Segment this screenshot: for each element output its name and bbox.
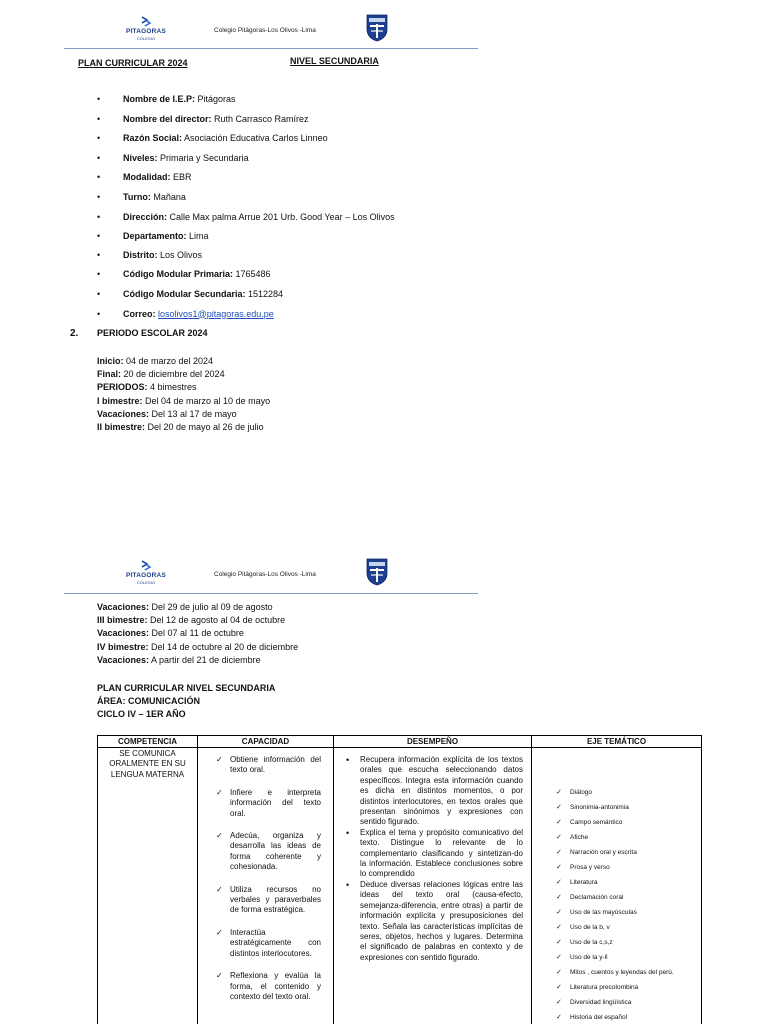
table-header-row xyxy=(98,736,702,748)
info-item-departamento: • Departamento: Lima xyxy=(97,230,395,249)
capacidad-item: ✓ Reflexiona y evalúa la forma, el contenido y contexto del texto oral. xyxy=(216,971,321,1002)
period-line: Vacaciones: Del 29 de julio al 09 de agosto xyxy=(97,602,273,612)
tema-item: ✓ Literatura precolombina xyxy=(556,980,695,995)
info-item-direccion: • Dirección: Calle Max palma Arrue 201 Urb. Good Year – Los Olivos xyxy=(97,211,395,231)
capacidad-item: ✓ Utiliza recursos no verbales y paraverbales de forma estratégica. xyxy=(216,885,321,916)
page-header-2 xyxy=(64,558,478,594)
info-item-niveles: • Niveles: Primaria y Secundaria xyxy=(97,152,395,172)
period-line: II bimestre: Del 20 de mayo al 26 de julio xyxy=(97,422,264,433)
section-periodo-escolar xyxy=(70,328,208,339)
tema-item: ✓ Diálogo xyxy=(556,785,695,800)
tema-item: ✓ Narración oral y escrita xyxy=(556,845,695,860)
tema-item: ✓ Uso de la b, v xyxy=(556,920,695,935)
info-item-codigo-primaria: • Código Modular Primaria: 1765486 xyxy=(97,268,395,288)
tema-item: ✓ Literatura xyxy=(556,875,695,890)
pitagoras-chevron-icon xyxy=(139,16,153,28)
desempeno-cell xyxy=(334,748,532,1024)
period-line: I bimestre: Del 04 de marzo al 10 de mayo xyxy=(97,395,271,406)
section-title: PERIODO ESCOLAR 2024 xyxy=(97,328,208,338)
tema-item: ✓ Declamación coral xyxy=(556,890,695,905)
email-link[interactable]: losolivos1@pitagoras.edu.pe xyxy=(158,308,274,319)
tema-item: ✓ Diversidad lingüística xyxy=(556,995,695,1010)
period-line: III bimestre: Del 12 de agosto al 04 de octubre xyxy=(97,615,286,626)
header-competencia: COMPETENCIA xyxy=(98,736,198,748)
periods-list-2 xyxy=(97,601,298,667)
area-heading xyxy=(97,682,275,722)
area-line-1: PLAN CURRICULAR NIVEL SECUNDARIA xyxy=(97,683,276,693)
table-row xyxy=(98,748,702,1024)
period-line: PERIODOS: 4 bimestres xyxy=(97,382,197,393)
period-line: IV bimestre: Del 14 de octubre al 20 de diciembre xyxy=(97,641,299,652)
header-capacidad: CAPACIDAD xyxy=(198,736,334,748)
capacidad-item: ✓ Obtiene información del texto oral. xyxy=(216,755,321,776)
capacidad-item: ✓ Infiere e interpreta información del texto oral. xyxy=(216,788,321,819)
info-item-distrito: • Distrito: Los Olivos xyxy=(97,249,395,269)
competencia-cell: SE COMUNICA ORALMENTE EN SU LENGUA MATERNA xyxy=(98,748,198,1024)
plan-title: PLAN CURRICULAR 2024 xyxy=(78,58,188,68)
tema-item: ✓ Uso de la c,s,z xyxy=(556,935,695,950)
page-header xyxy=(64,14,478,50)
periods-list-1 xyxy=(97,355,270,434)
header-desempeno: DESEMPEÑO xyxy=(334,736,532,748)
desempeno-item: • Deduce diversas relaciones lógicas entre las ideas del texto oral (causa-efecto, semejanza-diferencia, entre otras) a partir de información explícita y presuposiciones del texto. Señala las características implícitas de seres, objetos, hechos y lugares. Determina el significado de palabras en contexto y de expresiones con sentido figurado. xyxy=(344,880,523,963)
info-item-name: • Nombre de I.E.P: Pitágoras xyxy=(97,93,395,113)
logo-brand: PITAGORAS xyxy=(126,572,166,579)
section-number: 2. xyxy=(70,328,79,339)
capacidad-cell xyxy=(198,748,334,1024)
header-divider-2 xyxy=(64,593,478,594)
tema-item: ✓ Historia del español xyxy=(556,1010,695,1024)
tema-item: ✓ Sinonimia-antonimia xyxy=(556,800,695,815)
period-line: Vacaciones: Del 07 al 11 de octubre xyxy=(97,628,244,639)
area-line-3: CICLO IV – 1ER AÑO xyxy=(97,709,186,720)
school-shield-icon xyxy=(366,14,388,42)
pitagoras-chevron-icon xyxy=(139,560,153,572)
logo-sub: COLEGIO xyxy=(136,580,156,585)
info-item-codigo-secundaria: • Código Modular Secundaria: 1512284 xyxy=(97,288,395,308)
period-line: Vacaciones: Del 13 al 17 de mayo xyxy=(97,408,237,419)
info-item-turno: • Turno: Mañana xyxy=(97,191,395,211)
school-shield-icon xyxy=(366,558,388,586)
school-name: Colegio Pitágoras-Los Olivos -Lima xyxy=(214,27,316,34)
tema-item: ✓ Afiche xyxy=(556,830,695,845)
pitagoras-logo xyxy=(121,560,171,585)
tema-item: ✓ Uso de las mayúsculas xyxy=(556,905,695,920)
school-name: Colegio Pitágoras-Los Olivos -Lima xyxy=(214,571,316,578)
info-item-modalidad: • Modalidad: EBR xyxy=(97,171,395,191)
info-item-correo: • Correo: losolivos1@pitagoras.edu.pe xyxy=(97,308,395,328)
tema-item: ✓ Campo semántico xyxy=(556,815,695,830)
info-item-director: • Nombre del director: Ruth Carrasco Ramírez xyxy=(97,113,395,133)
capacidad-item: ✓ Adecúa, organiza y desarrolla las ideas de forma coherente y cohesionada. xyxy=(216,831,321,873)
period-line: Inicio: 04 de marzo del 2024 xyxy=(97,356,214,366)
school-info-list xyxy=(97,93,395,327)
eje-tematico-cell xyxy=(532,748,702,1024)
tema-item: ✓ Prosa y verso xyxy=(556,860,695,875)
logo-brand: PITAGORAS xyxy=(126,28,166,35)
info-item-razon-social: • Razón Social: Asociación Educativa Carlos Linneo xyxy=(97,132,395,152)
logo-sub: COLEGIO xyxy=(136,36,156,41)
period-line: Final: 20 de diciembre del 2024 xyxy=(97,369,225,380)
capacidad-item: ✓ Interactúa estratégicamente con distintos interlocutores. xyxy=(216,928,321,959)
header-eje-tematico: EJE TEMÁTICO xyxy=(532,736,702,748)
level-title: NIVEL SECUNDARIA xyxy=(290,56,379,66)
curriculum-table xyxy=(97,735,702,1024)
period-line: Vacaciones: A partir del 21 de diciembre xyxy=(97,654,261,665)
tema-item: ✓ Uso de la y-ll xyxy=(556,950,695,965)
tema-item: ✓ Mitos , cuentos y leyendas del perú. xyxy=(556,965,695,980)
pitagoras-logo xyxy=(121,16,171,41)
desempeno-item: • Recupera información explícita de los textos orales que escucha seleccionando datos específicos. Integra esta información cuando es dicha en distintos momentos, o por distintos interlocutores, en textos orales que presentan sinónimos y expresiones con sentido figurado. xyxy=(344,755,523,828)
header-divider xyxy=(64,48,478,49)
area-line-2: ÁREA: COMUNICACIÓN xyxy=(97,696,200,707)
desempeno-item: • Explica el tema y propósito comunicativo del texto. Distingue lo relevante de lo complementario clasificando y sintetizan-do la información. Establece conclusiones sobre lo comprendido xyxy=(344,828,523,880)
